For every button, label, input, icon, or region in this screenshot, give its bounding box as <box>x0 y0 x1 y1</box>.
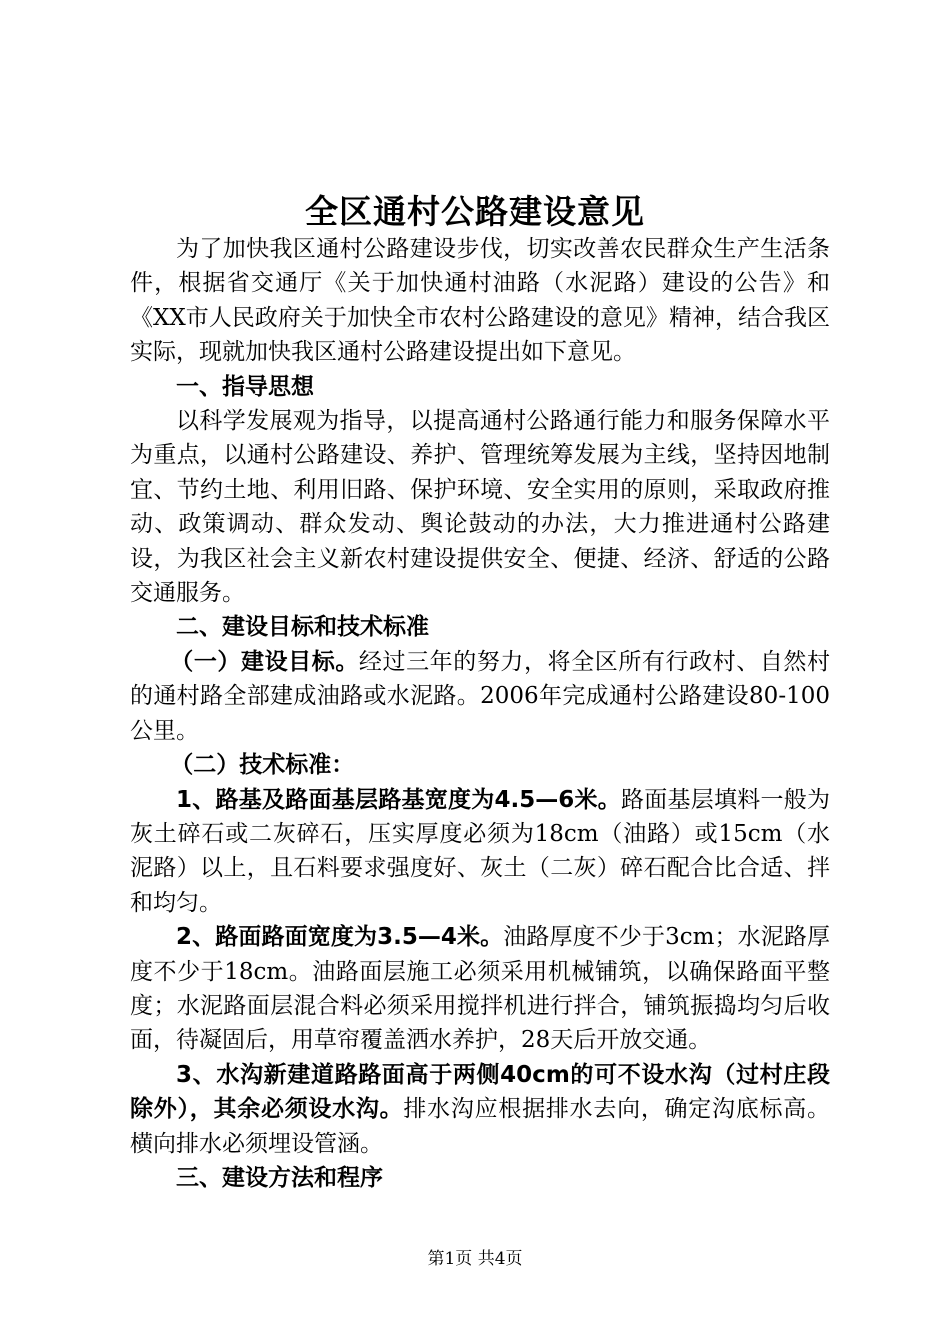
surface-text: 油路厚度不少于3cm；水泥路厚度不少于18cm。油路面层施工必须采用机械铺筑，以确保路面平整度；水泥路面层混合料必须采用搅拌机进行拌合，铺筑振捣均匀后收面，待凝固后，用草帘覆盖洒水养护，28天后开放交通。 <box>130 924 830 1054</box>
roadbed-text: 路面基层填料一般为灰土碎石或二灰碎石，压实厚度必须为18cm（油路）或15cm（水泥路）以上，且石料要求强度好、灰土（二灰）碎石配合比合适、拌和均匀。 <box>130 786 830 916</box>
standard-item-roadbed <box>130 783 830 921</box>
surface-label: 2、路面路面宽度为3.5—4米。 <box>176 924 504 951</box>
document-title: 全区通村公路建设意见 <box>305 192 645 231</box>
roadbed-label: 1、路基及路面基层路基宽度为4.5—6米。 <box>176 786 621 813</box>
section-heading-goals-standards: 二、建设目标和技术标准 <box>176 614 429 641</box>
goal-paragraph <box>130 645 830 748</box>
section-heading-methods: 三、建设方法和程序 <box>176 1164 383 1191</box>
ditch-label: 3、水沟新建道路路面高于两侧40cm的可不设水沟（过村庄段除外），其余必须设水沟。 <box>130 1061 830 1123</box>
intro-paragraph: 为了加快我区通村公路建设步伐，切实改善农民群众生产生活条件，根据省交通厅《关于加快通村油路（水泥路）建设的公告》和《XX市人民政府关于加快全市农村公路建设的意见》精神，结合我区实际，现就加快我区通村公路建设提出如下意见。 <box>130 236 830 366</box>
guiding-ideology-paragraph: 以科学发展观为指导，以提高通村公路通行能力和服务保障水平为重点，以通村公路建设、养护、管理统筹发展为主线，坚持因地制宜、节约土地、利用旧路、保护环境、安全实用的原则，采取政府推动、政策调动、群众发动、舆论鼓动的办法，大力推进通村公路建设，为我区社会主义新农村建设提供安全、便捷、经济、舒适的公路交通服务。 <box>130 408 830 607</box>
standard-item-surface <box>130 920 830 1058</box>
goal-text: 经过三年的努力，将全区所有行政村、自然村的通村路全部建成油路或水泥路。2006年完成通村公路建设80-100公里。 <box>130 648 831 744</box>
page-footer: 第1页 共4页 <box>427 1249 523 1269</box>
standard-item-ditch <box>130 1058 830 1161</box>
goal-label: （一）建设目标。 <box>170 648 359 675</box>
document-body <box>130 232 830 1195</box>
ditch-text: 排水沟应根据排水去向，确定沟底标高。横向排水必须埋设管涵。 <box>130 1096 831 1157</box>
technical-standard-label: （二）技术标准： <box>170 752 355 779</box>
section-heading-guiding-ideology: 一、指导思想 <box>176 373 314 400</box>
